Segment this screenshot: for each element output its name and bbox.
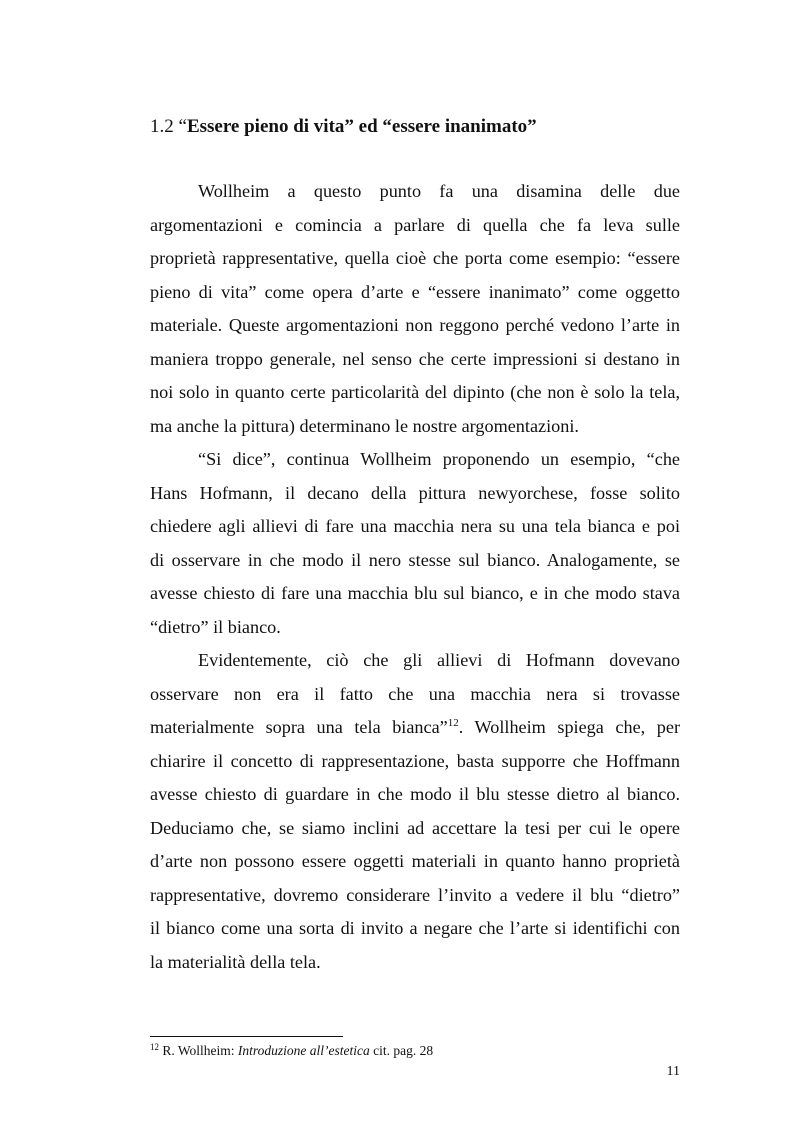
text-line: di osservare in che modo il nero stesse sul bianco. Analogamente, se	[150, 549, 680, 570]
section-heading	[150, 114, 537, 140]
text-line: d’arte non possono essere oggetti materiali in quanto hanno proprietà	[150, 851, 680, 871]
text-line: noi solo in quanto certe particolarità del dipinto (che non è solo la tela,	[150, 382, 680, 402]
footnote-number: 12	[150, 1042, 159, 1052]
footnote-reference[interactable]: 12	[447, 717, 459, 729]
text-line: Deduciamo che, se siamo inclini ad accettare la tesi per cui le opere	[150, 817, 680, 838]
footnote-author: R. Wollheim:	[162, 1043, 235, 1058]
text-line: Evidentemente, ciò che gli allievi di Hofmann dovevano	[198, 650, 680, 670]
text-line: pieno di vita” come opera d’arte e “essere inanimato” come oggetto	[150, 281, 680, 302]
text-line: argomentazioni e comincia a parlare di quella che fa leva sulle	[150, 214, 680, 235]
text-line: materiale. Queste argomentazioni non reggono perché vedono l’arte in	[150, 315, 680, 335]
footnote-divider	[150, 1036, 343, 1037]
section-title: Essere pieno di vita” ed “essere inanimato”	[186, 116, 537, 137]
text-line: “Si dice”, continua Wollheim proponendo un esempio, “che	[198, 449, 680, 469]
page-number: 11	[666, 1064, 680, 1079]
section-number: 1.2 “	[150, 116, 187, 137]
text-segment: . Wollheim spiega che, per	[458, 717, 680, 737]
text-line: Hans Hofmann, il decano della pittura newyorchese, fosse solito	[150, 482, 680, 503]
footnote-book-title: Introduzione all’estetica	[237, 1043, 370, 1058]
text-line: chiarire il concetto di rappresentazione, basta supporre che Hoffmann	[150, 750, 680, 771]
text-segment: materialmente sopra una tela bianca”	[150, 717, 448, 737]
text-line: ma anche la pittura) determinano le nostre argomentazioni.	[150, 415, 579, 436]
footnote	[150, 1042, 433, 1060]
text-line	[150, 711, 680, 745]
body-text	[150, 175, 680, 979]
text-line: osservare non era il fatto che una macchia nera si trovasse	[150, 683, 680, 704]
text-line: proprietà rappresentative, quella cioè che porta come esempio: “essere	[150, 248, 680, 268]
text-line: chiedere agli allievi di fare una macchia nera su una tela bianca e poi	[150, 516, 680, 536]
text-line: maniera troppo generale, nel senso che certe impressioni si destano in	[150, 348, 680, 369]
text-line: Wollheim a questo punto fa una disamina delle due	[198, 181, 680, 201]
text-line: “dietro” il bianco.	[150, 616, 281, 637]
text-line: avesse chiesto di guardare in che modo il blu stesse dietro al bianco.	[150, 784, 680, 804]
text-line: rappresentative, dovremo considerare l’invito a vedere il blu “dietro”	[150, 884, 680, 905]
text-line: il bianco come una sorta di invito a negare che l’arte si identifichi con	[150, 918, 680, 938]
footnote-citation: cit. pag. 28	[373, 1043, 434, 1058]
text-line: la materialità della tela.	[150, 951, 321, 972]
text-line: avesse chiesto di fare una macchia blu sul bianco, e in che modo stava	[150, 583, 680, 603]
